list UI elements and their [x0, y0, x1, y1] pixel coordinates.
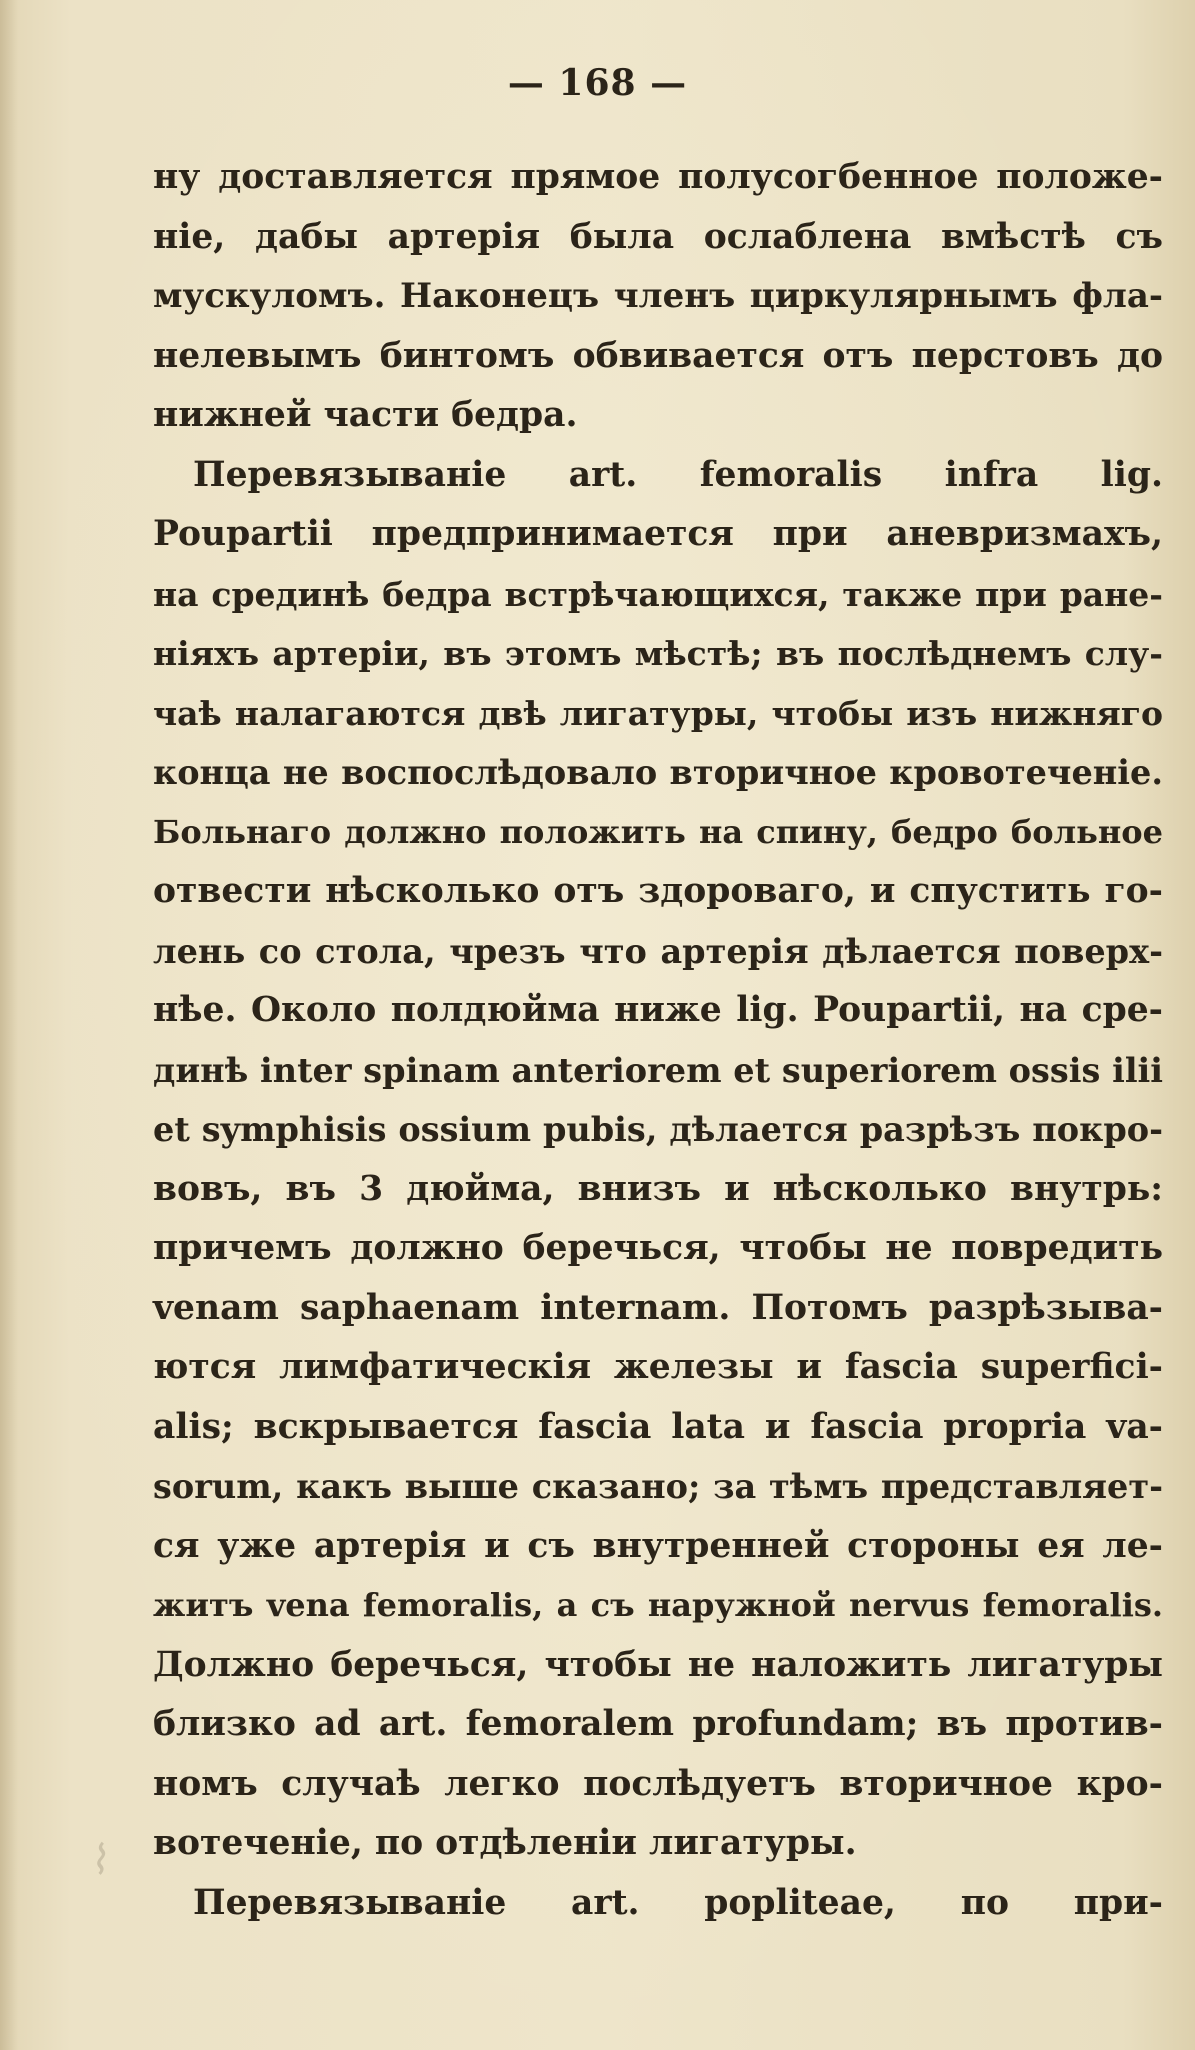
text-line: на срединѣ бедра встрѣчающихся, также при ране- [153, 574, 1163, 614]
text-line: Больнаго должно положить на спину, бедро больное [153, 812, 1163, 851]
text-line: житъ vena femoralis, а съ наружной nervus femoralis. [153, 1586, 1163, 1624]
text-line: чаѣ налагаются двѣ лигатуры, чтобы изъ нижняго [153, 693, 1163, 733]
text-line: venam saphaenam internam. Потомъ разрѣзыва- [153, 1287, 1163, 1328]
text-line: мускуломъ. Наконецъ членъ циркулярнымъ фла- [153, 276, 1163, 316]
text-line: alis; вскрывается fascia lata и fascia propria va- [153, 1406, 1163, 1447]
text-line: номъ случаѣ легко послѣдуетъ вторичное кро- [153, 1763, 1163, 1804]
text-line: ются лимфатическія железы и fascia superfici- [153, 1347, 1163, 1387]
text-line: нѣе. Около полдюйма ниже lig. Poupartii, на сре- [153, 990, 1163, 1030]
paragraph-2 [153, 446, 1163, 1874]
text-line: Перевязываніе art. popliteae, по при- [193, 1882, 1163, 1923]
text-line: ся уже артерія и съ внутренней стороны ея ле- [153, 1525, 1163, 1566]
text-line: конца не воспослѣдовало вторичное кровотеченіе. [153, 753, 1163, 792]
text-line: ну доставляется прямое полусогбенное положе- [153, 157, 1163, 197]
text-line: ніе, дабы артерія была ослаблена вмѣстѣ съ [153, 216, 1163, 257]
text-line: причемъ должно беречься, чтобы не повредить [153, 1228, 1163, 1268]
margin-mark: ⌇ [84, 1836, 111, 1886]
text-line: Перевязываніе art. femoralis infra lig. [193, 454, 1163, 495]
text-line: лень со стола, чрезъ что артерія дѣлается поверх- [153, 931, 1163, 971]
text-line: Должно беречься, чтобы не наложить лигатуры [153, 1644, 1163, 1685]
text-line: sorum, какъ выше сказано; за тѣмъ представляет- [153, 1467, 1163, 1506]
text-line: et symphisis ossium pubis, дѣлается разрѣзъ покро- [153, 1110, 1163, 1149]
page-number: — 168 — [507, 62, 688, 104]
text-line: вовъ, въ 3 дюйма, внизъ и нѣсколько внутрь: [153, 1168, 1163, 1209]
paragraph-3 [153, 1874, 1163, 1934]
text-line: динѣ inter spinam anteriorem et superiorem ossis ilii [153, 1050, 1163, 1090]
text-line: отвести нѣсколько отъ здороваго, и спустить го- [153, 871, 1163, 911]
text-line: Poupartii предпринимается при аневризмахъ, [153, 514, 1163, 554]
text-line: нижней части бедра. [153, 395, 578, 435]
text-line: близко ad art. femoralem profundam; въ против- [153, 1704, 1163, 1744]
text-line: нелевымъ бинтомъ обвивается отъ перстовъ до [153, 335, 1163, 376]
text-line: вотеченіе, по отдѣленіи лигатуры. [153, 1823, 857, 1863]
text-line: ніяхъ артеріи, въ этомъ мѣстѣ; въ послѣднемъ слу- [153, 634, 1163, 673]
body-text [153, 148, 1163, 1933]
paragraph-1 [153, 148, 1163, 446]
page-edge-shadow [0, 0, 18, 2050]
